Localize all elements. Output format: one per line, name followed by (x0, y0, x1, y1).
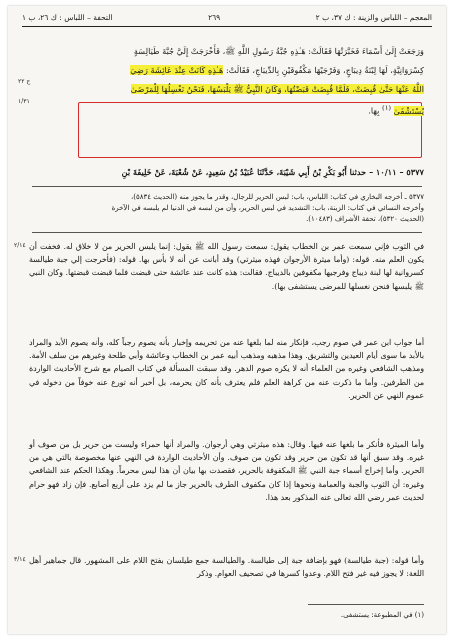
book-page (8, 6, 446, 634)
takhrij-line: ٥٣٧٧ ـ أخرجه البخاري في كتاب: اللباس، باب: لبس الحرير للرجال، وقدر ما يجوز منه (الحديث ٥٨٣٤)، (131, 193, 424, 201)
commentary-paragraph-2: أما جواب ابن عمر في صوم رجب، فإنكار منه لما بلغها عنه من تحريمه وإخبار بأنه يصوم رجباً كله، وأنه يصوم الأبد والمراد بالأبد ما سوى أيام العيدين والتشريق. وهذا مذهبه ومذهب أبيه عمر بن الخطاب وعائشة وأبي طلحة وغيرهم من سلف الأمة. ومذهب الشافعي وغيره من العلماء أنه لا يكره صوم الدهر. وقد سبقت المسألة في كتاب الصيام مع شرح الأحاديث الواردة من الطرفين. وأما ما ذكرت عنه من كراهة العلم فلم يعترف بأنه كان يحرمه، بل أخبر أنه تورع عنه خوفاً من دخوله في عموم النهي عن الحرير. (29, 338, 424, 400)
footnote-marker: (١) (382, 104, 392, 112)
margin-ref-a: ٢/١٤ (14, 242, 26, 249)
takhrij-rule (32, 186, 422, 187)
margin-ref-hadith: ح ٢٢ (18, 78, 31, 85)
page-number: ٢٦٩ (208, 12, 221, 22)
commentary-paragraph-1: في الثوب فإني سمعت عمر بن الخطاب يقول: سمعت رسول الله ﷺ يقول: إنما يلبس الحرير من لا خلاق له. فخفت أن يكون العلم منه. قوله: (وأما ميثرة الأرجوان فهذه ميثرتي) وقد أبانت عن أنه لا بأس بها. قوله: (فأخرجت إلي جبة طيالسة كسروانية لها لبنة ديباج وفرجيها مكفوفين بالديباج. فقالت: هذه كانت عند عائشة حتى قبضت فلما قبضت قبضتها. وكان النبي ﷺ يلبسها فنحن نغسلها للمرضى يستشفى بها). (29, 242, 424, 291)
hadith-line-2: كِسْرَوَانِيَّةٍ، لَهَا لِبْنَةُ دِيبَاجٍ، وَفَرْجَيْهَا مَكْفُوفَيْنِ بِالدِّيبَاجِ، فَقَالَتْ: (225, 65, 424, 75)
footnote-rule (308, 604, 424, 605)
running-header (22, 10, 432, 24)
footnote: (١) في المطبوعة: يستشفى. (340, 611, 424, 619)
takhrij-line: (الحديث ٥٣٢٠)، تحفة الأشراف (١٠٤٨٣). (306, 215, 424, 223)
highlighted-phrase-3: يُسْتَشْفَىٰ (393, 105, 424, 116)
hadith-line-1: وَرَجَعَتْ إِلَىٰ أَسْمَاءَ فَخَبَّرَتْهَا فَقَالَتْ: هَـٰذِهِ جُبَّةُ رَسُولِ اللَّهِ ﷺ، فَأَخْرَجَتْ إِلَيَّ جُبَّةَ طَيَالِسَةٍ (133, 46, 424, 56)
highlighted-phrase-2: اللَّهُ عَنْهَا حَتَّىٰ قُبِضَتْ، فَلَمَّا قُبِضَتْ قَبَضْتُهَا، وَكَانَ النَّبِيُّ ﷺ يَلْبَسُهَا، فَنَحْنُ نَغْسِلُهَا لِلْمَرْضَىٰ (130, 84, 424, 94)
header-rule (22, 26, 432, 27)
takhrij-block (29, 192, 424, 225)
hadith-text (29, 42, 424, 121)
header-right: المعجم – اللباس والزينة : ك ٣٧، ب ٢ (315, 12, 432, 22)
hadith-tail: بِهَا. (368, 105, 380, 116)
commentary-paragraph-3: وأما الميثرة فأنكر ما بلغها عنه فيها. وقال: هذه ميثرتي وهي أرجوان. والمراد أنها حمراء وليست من حرير بل من صوف أو غيره. وقد سبق أنها قد تكون من حرير وقد تكون من صوف. وأن الأحاديث الواردة في النهي عنها مخصوصة بالتي هي من الحرير. وأما إخراج أسماء جبة النبي ﷺ المكفوفة بالحرير، فقصدت بها بيان أن هذا ليس محرماً. وهكذا الحكم عند الشافعي وغيره: أن الثوب والجبة والعمامة ونحوها إذا كان مكفوف الطرف بالحرير جاز ما لم يزد على أربع أصابع. فإن زاد فهو حرام لحديث عمر رضي الله تعالى عنه المذكور بعد هذا. (29, 440, 424, 502)
highlighted-phrase-1: هَـٰذِهِ كَانَتْ عِنْدَ عَائِشَةَ رَضِيَ (130, 65, 224, 75)
commentary-paragraph-4: وأما قوله: (جبة طيالسة) فهو بإضافة جبة إلى طيالسة. والطيالسة جمع طيلسان بفتح اللام على المشهور. قال جماهير أهل اللغة: لا يجوز فيه غير فتح اللام. وعدوا كسرها في تصحيف العوام. وذكر (29, 556, 424, 579)
takhrij-line: وأخرجه النسائي في كتاب: الزينة، باب: التشديد في لبس الحرير، وأن من لبسه في الدنيا لم يلبسه في الآخرة (111, 204, 424, 212)
commentary-rule (32, 232, 422, 233)
header-left: التحفة – اللباس : ك ٢٦، ب ١ (22, 12, 113, 22)
margin-ref-volume: ١/٣١ (18, 98, 30, 105)
margin-ref-b: ٣/١٤ (14, 556, 26, 563)
next-hadith-isnad: ٥٣٧٧ – ١٠/١١ – حدثنا أَبُو بَكْرِ بْنُ أَبِي شَيْبَةَ، حَدَّثَنَا عُبَيْدُ بْنُ سَعِيدٍ، عَنْ شُعْبَةَ، عَنْ خَلِيفَةَ بْنِ (121, 167, 424, 177)
